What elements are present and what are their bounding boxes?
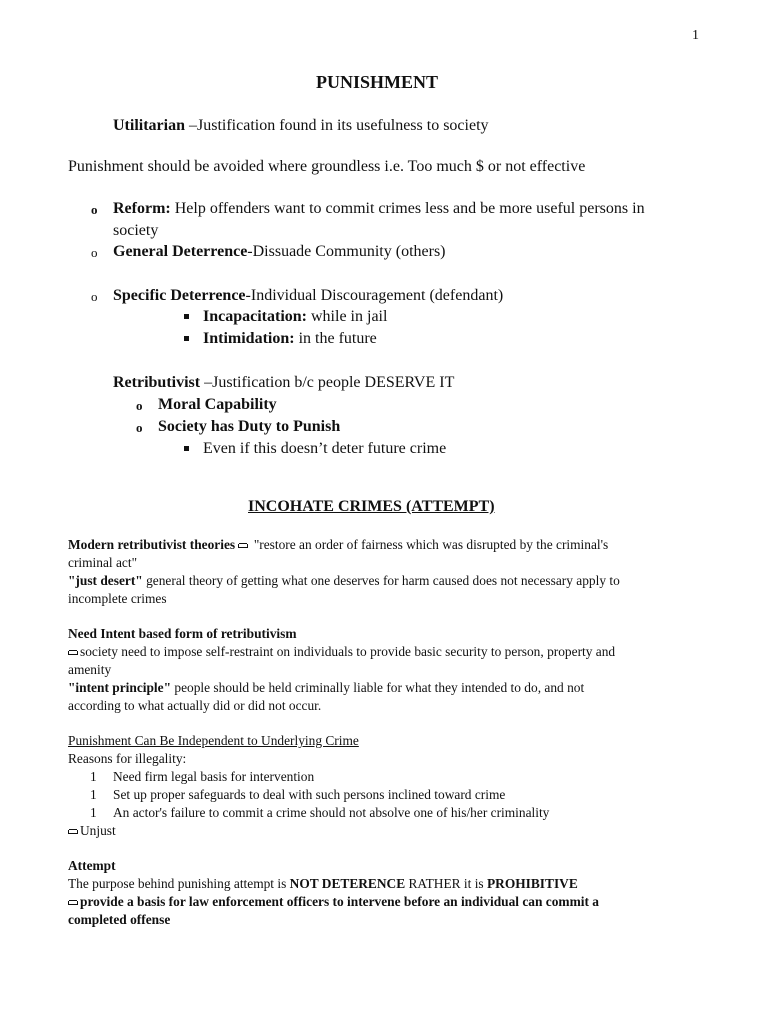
just-desert-line [68, 573, 620, 589]
just-desert-term: "just desert" [68, 573, 143, 588]
attempt-heading: Attempt [68, 858, 116, 873]
independent-heading: Punishment Can Be Independent to Underlying Crime [68, 733, 359, 748]
attempt-purpose-line [68, 876, 578, 892]
page-title: PUNISHMENT [316, 72, 439, 92]
society-need-text: society need to impose self-restraint on individuals to provide basic security to person, property and [80, 644, 616, 659]
bullet-duty-to-punish: o [136, 420, 143, 435]
attempt-purpose-bold1: NOT DETERENCE [289, 876, 406, 891]
list-item [90, 769, 314, 785]
reform-line-2: society [113, 222, 159, 239]
incapacitation-line [203, 308, 387, 326]
general-deterrence-line [113, 243, 446, 261]
even-if-line: Even if this doesn’t deter future crime [203, 440, 447, 457]
unjust-text: Unjust [80, 823, 116, 838]
modern-term: Modern retributivist theories [68, 537, 236, 552]
bullet-general-deterrence: o [91, 245, 98, 260]
provide-basis-line [68, 894, 599, 910]
list-number: 1 [90, 787, 97, 802]
list-item-text: Set up proper safeguards to deal with such persons inclined toward crime [113, 787, 506, 802]
reform-line [113, 200, 645, 218]
general-deterrence-term: General Deterrence [113, 243, 248, 260]
utilitarian-line [113, 117, 489, 135]
intimidation-term: Intimidation: [203, 330, 295, 347]
list-item [90, 805, 549, 821]
incohate-heading: INCOHATE CRIMES (ATTEMPT) [248, 498, 495, 515]
specific-deterrence-text: -Individual Discouragement (defendant) [245, 287, 504, 304]
intent-principle-line [68, 680, 584, 696]
groundless-line: Punishment should be avoided where groundless i.e. Too much $ or not effective [68, 158, 586, 175]
moral-capability: Moral Capability [158, 396, 277, 413]
page-number: 1 [692, 28, 699, 43]
list-number: 1 [90, 769, 97, 784]
retributivist-text: –Justification b/c people DESERVE IT [200, 374, 455, 391]
incapacitation-term: Incapacitation: [203, 308, 307, 325]
reform-text: Help offenders want to commit crimes less and be more useful persons in [170, 200, 645, 217]
just-desert-line-2: incomplete crimes [68, 591, 167, 606]
unjust-line [68, 823, 116, 839]
retributivist-line [113, 374, 454, 392]
specific-deterrence-line [113, 287, 503, 305]
provide-basis-text: provide a basis for law enforcement officers to intervene before an individual can commit a [80, 894, 599, 909]
provide-basis-line-2: completed offense [68, 912, 171, 927]
square-bullet-even-if [184, 446, 189, 451]
specific-deterrence-term: Specific Deterrence [113, 287, 246, 304]
bullet-specific-deterrence: o [91, 289, 98, 304]
arrow-icon [68, 648, 78, 656]
intimidation-text: in the future [294, 330, 377, 347]
attempt-purpose-pre: The purpose behind punishing attempt is [68, 876, 290, 891]
arrow-icon [68, 898, 78, 906]
list-item-text: Need firm legal basis for intervention [113, 769, 315, 784]
general-deterrence-text: -Dissuade Community (others) [247, 243, 446, 260]
square-bullet-intimidation [184, 336, 189, 341]
incapacitation-text: while in jail [307, 308, 388, 325]
modern-line-2: criminal act" [68, 555, 138, 570]
society-need-line [68, 644, 615, 660]
reform-term: Reform: [113, 200, 171, 217]
just-desert-text: general theory of getting what one deserves for harm caused does not necessary apply to [142, 573, 620, 588]
intent-principle-term: "intent principle" [68, 680, 172, 695]
utilitarian-term: Utilitarian [113, 117, 185, 134]
retributivist-term: Retributivist [113, 374, 201, 391]
bullet-moral-capability: o [136, 398, 143, 413]
intent-principle-line-2: according to what actually did or did not occur. [68, 698, 322, 713]
duty-to-punish: Society has Duty to Punish [158, 418, 341, 435]
reasons-label: Reasons for illegality: [68, 751, 187, 766]
intimidation-line [203, 330, 377, 348]
intent-principle-text: people should be held criminally liable for what they intended to do, and not [171, 680, 585, 695]
modern-line [68, 537, 608, 553]
arrow-icon [238, 541, 248, 549]
modern-text: "restore an order of fairness which was disrupted by the criminal's [250, 537, 609, 552]
utilitarian-text: –Justification found in its usefulness to society [185, 117, 489, 134]
attempt-purpose-mid: RATHER it is [405, 876, 487, 891]
attempt-purpose-bold2: PROHIBITIVE [486, 876, 578, 891]
list-number: 1 [90, 805, 97, 820]
list-item-text: An actor's failure to commit a crime should not absolve one of his/her criminality [113, 805, 550, 820]
square-bullet-incapacitation [184, 314, 189, 319]
society-need-line-2: amenity [68, 662, 112, 677]
bullet-reform: o [91, 202, 98, 217]
arrow-icon [68, 827, 78, 835]
need-intent-heading: Need Intent based form of retributivism [68, 626, 297, 641]
list-item [90, 787, 505, 803]
